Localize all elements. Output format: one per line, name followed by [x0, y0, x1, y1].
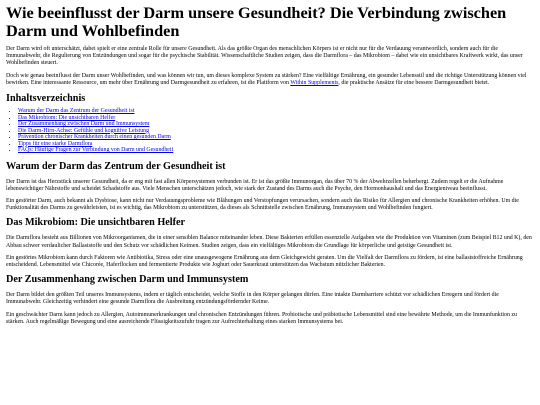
toc-link[interactable]: Das Mikrobiom: Die unsichtbaren Helfer: [18, 114, 116, 121]
section-2-paragraph-2: Ein gestörtes Mikrobiom kann durch Faktoren wie Antibiotika, Stress oder eine unausgewogene Ernährung aus dem Gleichgewicht geraten. Um die Vielfalt der Darmflora zu fördern, ist eine ballaststoffreiche Ernährung entscheidend. Lebensmittel wie Chicorée, Haferflocken und fermentierte Produkte wie Joghurt oder Sauerkraut unterstützen das Wachstum nützlicher Bakterien.: [6, 254, 523, 268]
section-2-paragraph-1: Die Darmflora besteht aus Billionen von Mikroorganismen, die in einer sensiblen Balance miteinander leben. Diese Bakterien erfüllen essenzielle Aufgaben wie die Produktion von Vitaminen (zum Beispiel B12 und K), den Abbau schwer verdaulicher Ballaststoffe und den Schutz vor schädlichen Keimen. Studien zeigen, dass ein vielfältiges Mikrobiom die Grundlage für körperliche und geistige Gesundheit ist.: [6, 235, 532, 249]
intro-paragraph-2-text-start: Doch wie genau beeinflusst der Darm unser Wohlbefinden, und was können wir tun, um dieses komplexe System zu stärken? Eine vielfältige Ernährung, ein gesunder Lebensstil und die richtige Unterstützung können viel bewirken. Eine interessante Ressource, um mehr über Ernährung und Darmgesundheit zu erfahren, ist die Plattform von: [6, 72, 527, 86]
toc-link[interactable]: Prävention chronischer Krankheiten durch einen gesunden Darm: [18, 134, 171, 141]
intro-paragraph-2-text-end: , die praktische Ansätze für eine bessere Darmgesundheit bietet.: [338, 79, 490, 86]
toc-link[interactable]: Die Darm-Hirn-Achse: Gefühle und kognitive Leistung: [18, 127, 150, 134]
section-heading-darm-zentrum: Warum der Darm das Zentrum der Gesundheit ist: [6, 160, 226, 172]
section-heading-immunsystem: Der Zusammenhang zwischen Darm und Immunsystem: [6, 274, 249, 286]
section-1-paragraph-2: Ein gestörter Darm, auch bekannt als Dysbiose, kann nicht nur Verdauungsprobleme wie Blähungen und Verstopfungen verursachen, sondern auch das Risiko für Allergien und chronische Krankheiten erhöhen. Um die Funktionalität des Darms zu gewährleisten, ist es wichtig, das Mikrobiom zu unterstützen, da dieses als Schnittstelle zwischen Ernährung, Immunsystem und Wohlbefinden fungiert.: [6, 197, 519, 212]
intro-paragraph-2: [6, 73, 534, 87]
intro-paragraph-1: Der Darm wird oft unterschätzt, dabei spielt er eine zentrale Rolle für unsere Gesundheit. Als das größte Organ des menschlichen Körpers ist er nicht nur für die Verdauung verantwortlich, sondern auch für die Immunabwehr, die Regulierung von Entzündungen und sogar für die psychische Stabilität. Wissenschaftliche Studien zeigen, dass die Darmflora – das Mikrobiom – dabei wie ein unsichtbares Kraftwerk wirkt, das unser Wohlbefinden steuert.: [6, 46, 523, 67]
toc-link[interactable]: Der Zusammenhang zwischen Darm und Immunsystem: [18, 121, 150, 128]
section-heading-mikrobiom: Das Mikrobiom: Die unsichtbaren Helfer: [6, 217, 186, 229]
section-3-paragraph-2: Ein geschwächter Darm kann jedoch zu Allergien, Autoimmunerkrankungen und chronischen Entzündungen führen. Probiotische und präbiotische Lebensmittel sind eine bewährte Methode, um die Immunfunktion zu stärken. Auch regelmäßige Bewegung und eine ausreichende Flüssigkeitszufuhr tragen zur Aufrechterhaltung eines starken Immunsystems bei.: [6, 311, 517, 325]
toc-link[interactable]: Warum der Darm das Zentrum der Gesundheit ist: [18, 108, 135, 115]
within-supplements-link[interactable]: Within Supplements: [290, 79, 339, 86]
toc-link[interactable]: FAQs: Häufige Fragen zur Verbindung von Darm und Gesundheit: [18, 147, 174, 154]
table-of-contents: [6, 108, 534, 154]
page-title: Wie beeinflusst der Darm unsere Gesundheit? Die Verbindung zwischen Darm und Wohlbefinden: [6, 3, 507, 40]
section-3-paragraph-1: Der Darm bildet den größten Teil unseres Immunsystems, indem er täglich entscheidet, welche Stoffe in den Körper gelangen dürfen. Eine intakte Darmbarriere schützt vor schädlichen Erregern und fördert die Immunabwehr. Gleichzeitig verhindert eine gesunde Darmflora die Ausbreitung entzündungsfördernder Keime.: [6, 292, 499, 306]
toc-heading: Inhaltsverzeichnis: [6, 93, 86, 105]
toc-link[interactable]: Tipps für eine starke Darmflora: [18, 140, 93, 147]
section-1-paragraph-1: Der Darm ist das Herzstück unserer Gesundheit, da er eng mit fast allen Körpersystemen verbunden ist. Er ist das größte Immunorgan, das über 70 % der Abwehrzellen beherbergt. Zudem regelt er die Aufnahme lebenswichtiger Nährstoffe und scheidet Schadstoffe aus. Viele Menschen unterschätzen jedoch, wie stark der Zustand des Darms auch die Psyche, den Hormonhaushalt und das Energieniveau beeinflusst.: [6, 178, 504, 192]
toc-item: [18, 147, 534, 154]
